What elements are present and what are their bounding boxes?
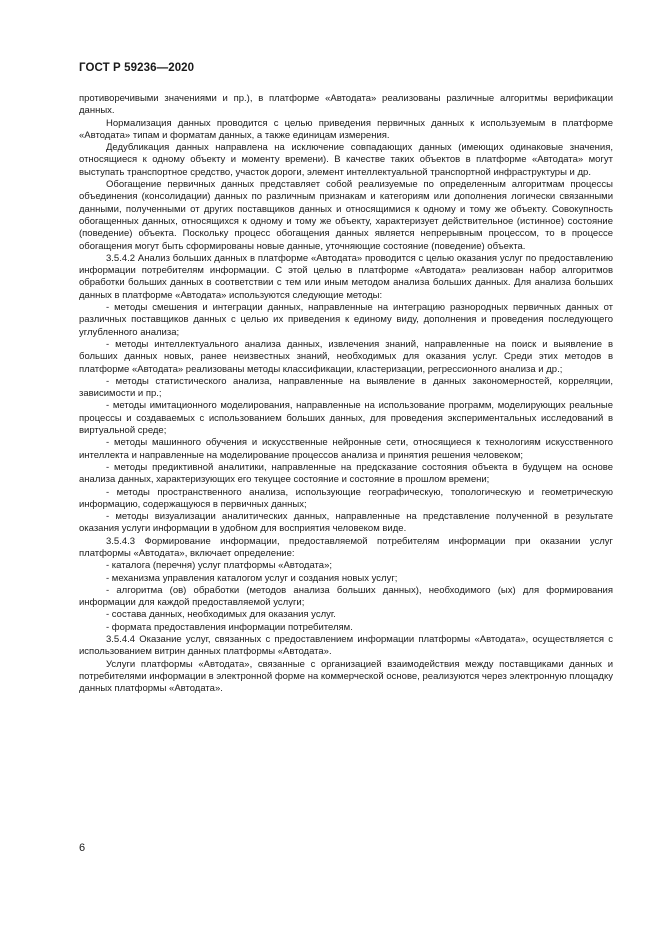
list-item-definition: - механизма управления каталогом услуг и создания новых услуг;: [106, 572, 398, 584]
paragraph-3-5-4-4: 3.5.4.4 Оказание услуг, связанных с предоставлением информации платформы «Автодата», осуществляется с использованием витрин данных платформы «Автодата».: [79, 634, 613, 658]
list-item-definition: - состава данных, необходимых для оказания услуг.: [106, 609, 336, 621]
list-item-method: - методы имитационного моделирования, направленные на использование программ, моделирующих реальные процессы и создаваемых с использованием больших данных, для проведения экспериментальных исследований в виртуальной среде;: [79, 400, 613, 437]
paragraph-enrichment: Обогащение первичных данных представляет собой реализуемые по определенным алгоритмам процессы объединения (консолидации) данных по различным признакам и категориям или дополнения логически связанными данными, полученными от других поставщиков данных и относящимися к одному и тому же объекту. Совокупность обогащенных данных, относящихся к одному и тому же объекту, характеризует действительное (истинное) состояние (поведение) объекта. Поскольку процесс обогащения данных является непрерывным процессом, то в процессе обогащения могут быть сформированы новые данные, уточняющие состояние (поведение) объекта.: [79, 179, 613, 252]
paragraph-deduplication: Дедубликация данных направлена на исключение совпадающих данных (имеющих одинаковые значения, относящиеся к одному объекту и моменту времени). В качестве таких объектов в платформе «Автодата» могут выступать транспортное средство, участок дороги, элемент интеллектуальной транспортной инфраструктуры и др.: [79, 142, 613, 178]
document-header: ГОСТ Р 59236—2020: [79, 62, 195, 74]
list-item-definition: - алгоритма (ов) обработки (методов анализа больших данных), необходимого (ых) для формирования информации для каждой предоставляемой услуги;: [79, 584, 613, 609]
paragraph-3-5-4-3: 3.5.4.3 Формирование информации, предоставляемой потребителям информации при оказании услуг платформы «Автодата», включает определение:: [79, 535, 613, 559]
page-number: 6: [79, 842, 86, 854]
paragraph-3-5-4-2: 3.5.4.2 Анализ больших данных в платформе «Автодата» проводится с целью оказания услуг по предоставлению информации потребителям информации. С этой целью в платформе «Автодата» реализован набор алгоритмов обработки больших данных в соответствии с тем или иным методом анализа больших данных. Для анализа больших данных в платформе «Автодата» используются следующие методы:: [79, 252, 613, 301]
list-item-method: - методы визуализации аналитических данных, направленные на представление полученной в результате оказания услуги информации в удобном для восприятия человеком виде.: [79, 511, 613, 535]
list-item-definition: - каталога (перечня) услуг платформы «Автодата»;: [106, 560, 333, 572]
paragraph-normalization: Нормализация данных проводится с целью приведения первичных данных к используемым в платформе «Автодата» типам и форматам данных, а также единицам измерения.: [79, 117, 613, 141]
list-item-method: - методы статистического анализа, направленные на выявление в данных закономерностей, корреляции, зависимости и пр.;: [79, 375, 613, 400]
list-item-method: - методы смешения и интеграции данных, направленные на интеграцию разнородных первичных данных от различных поставщиков данных с целью их приведения к единому виду, дополнения и проведения последующего углубленного анализа;: [79, 302, 613, 338]
list-item-method: - методы пространственного анализа, использующие географическую, топологическую и геометрическую информацию, содержащуюся в первичных данных;: [79, 486, 613, 510]
paragraph-continuation: противоречивыми значениями и пр.), в платформе «Автодата» реализованы различные алгоритмы верификации данных.: [79, 93, 613, 117]
list-item-method: - методы предиктивной аналитики, направленные на предсказание состояния объекта в будущем на основе анализа данных, характеризующих его текущее состояние и состояние в прошлом времени;: [79, 461, 613, 486]
document-body: [79, 93, 613, 696]
list-item-definition: - формата предоставления информации потребителям.: [106, 621, 353, 633]
list-item-method: - методы машинного обучения и искусственные нейронные сети, относящиеся к технологиям искусственного интеллекта и направленные на моделирование процессов анализа и принятия решения человеком;: [79, 437, 613, 461]
paragraph-services: Услуги платформы «Автодата», связанные с организацией взаимодействия между поставщиками данных и потребителями информации в электронной форме на коммерческой основе, реализуются через электронную площадку данных платформы «Автодата».: [79, 658, 613, 695]
list-item-method: - методы интеллектуального анализа данных, извлечения знаний, направленные на поиск и выявление в больших данных новых, ранее неизвестных знаний, необходимых для оказания услуг. Среди этих методов в платформе «Автодата» реализованы методы классификации, кластеризации, регрессионного анализа и др.;: [79, 338, 613, 375]
